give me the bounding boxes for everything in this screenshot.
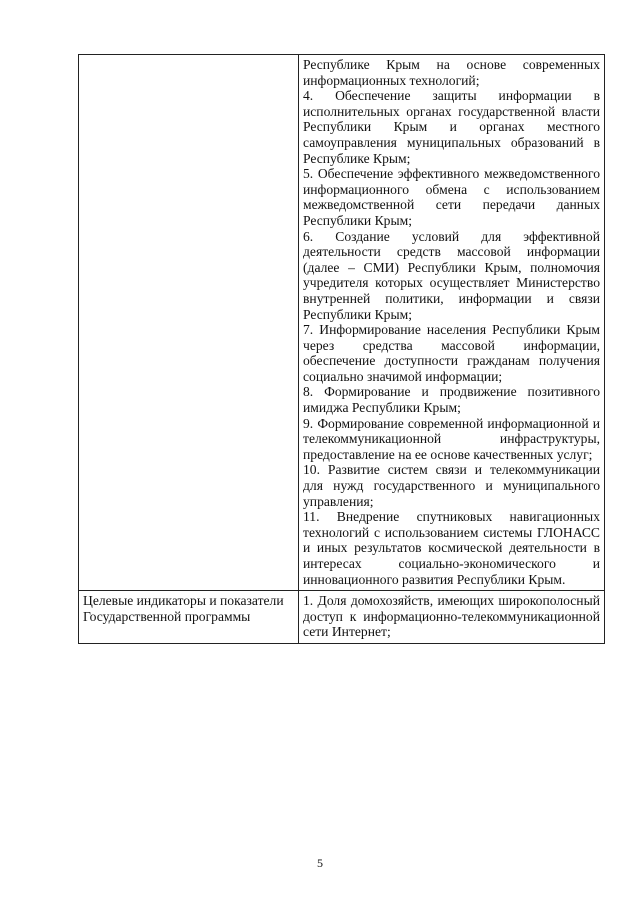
row-label: Целевые индикаторы и показатели Государственной программы [83, 593, 284, 624]
task-paragraph: Республике Крым на основе современных информационных технологий; [303, 57, 600, 88]
task-paragraph: 8. Формирование и продвижение позитивного имиджа Республики Крым; [303, 384, 600, 416]
task-paragraph: 4. Обеспечение защиты информации в исполнительных органах государственной власти Республики Крым и органах местного самоуправления муниципальных образований в Республике Крым; [303, 88, 600, 166]
program-passport-table [78, 54, 605, 644]
table-cell-left [79, 55, 299, 591]
table-row [79, 591, 605, 644]
table-cell-right [299, 55, 605, 591]
task-paragraph: 5. Обеспечение эффективного межведомственного информационного обмена с использованием межведомственной сети передачи данных Республики Крым; [303, 166, 600, 228]
task-paragraph: 10. Развитие систем связи и телекоммуникации для нужд государственного и муниципального управления; [303, 462, 600, 509]
page-number: 5 [317, 856, 323, 870]
table-cell-right [299, 591, 605, 644]
task-paragraph: 11. Внедрение спутниковых навигационных технологий с использованием системы ГЛОНАСС и иных результатов космической деятельности в интересах социально-экономического и инновационного развития Республики Крым. [303, 509, 600, 587]
task-paragraph: 9. Формирование современной информационной и телекоммуникационной инфраструктуры, предоставление на ее основе качественных услуг; [303, 415, 600, 462]
indicator-paragraph: 1. Доля домохозяйств, имеющих широкополосный доступ к информационно-телекоммуникационной сети Интернет; [303, 593, 600, 640]
task-paragraph: 7. Информирование населения Республики Крым через средства массовой информации, обеспечение доступности гражданам получения социально значимой информации; [303, 322, 600, 384]
table-row [79, 55, 605, 591]
task-paragraph: 6. Создание условий для эффективной деятельности средств массовой информации (далее – СМИ) Республики Крым, полномочия учредителя которых осуществляет Министерство внутренней политики, информации и связи Республики Крым; [303, 228, 600, 322]
table-cell-left [79, 591, 299, 644]
